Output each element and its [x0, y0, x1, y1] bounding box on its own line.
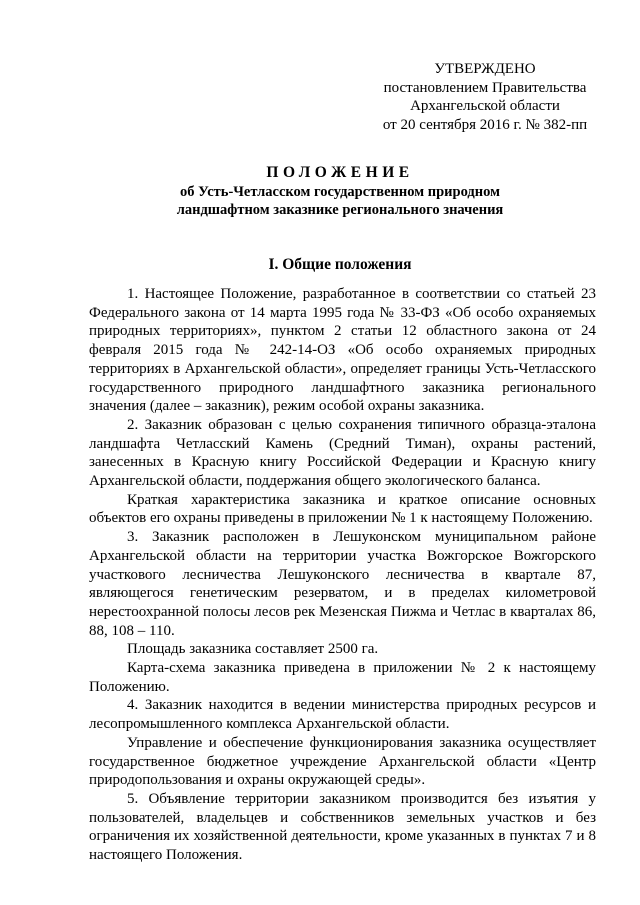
document-title: ПОЛОЖЕНИЕ	[266, 164, 414, 181]
section-heading: I. Общие положения	[268, 256, 412, 273]
document-subtitle-line-2: ландшафтном заказнике регионального значения	[176, 202, 504, 218]
paragraph: 3. Заказник расположен в Лешуконском муниципальном районе Архангельской области на территории участка Вожгорское Вожгорского участкового лесничества Лешуконского лесничества в квартале 87, являющегося генетическим резерватом, и в пределах километровой нерестоохранной полосы лесов рек Мезенская Пижма и Четлас в кварталах 86, 88, 108 – 110.	[89, 529, 596, 639]
approval-stamp	[365, 60, 605, 134]
document-title-block	[89, 163, 591, 219]
approval-line-region: Архангельской области	[410, 98, 560, 114]
document-subtitle-line-1: об Усть-Четласском государственном природном	[180, 184, 500, 200]
paragraph: Площадь заказника составляет 2500 га.	[127, 641, 379, 658]
paragraph: 5. Объявление территории заказником производится без изъятия у пользователей, владельцев и собственников земельных участков и без ограничения их хозяйственной деятельности, кроме указанных в пунктах 7 и 8 настоящего Положения.	[89, 790, 596, 864]
approval-line-approved: УТВЕРЖДЕНО	[434, 61, 536, 77]
approval-line-date-number: от 20 сентября 2016 г. № 382-пп	[382, 116, 588, 133]
paragraph: Управление и обеспечение функционирования заказника осуществляет государственное бюджетное учреждение Архангельской области «Центр природопользования и охраны окружающей среды».	[89, 734, 596, 789]
paragraph: 1. Настоящее Положение, разработанное в соответствии со статьей 23 Федерального закона от 14 марта 1995 года № 33-ФЗ «Об особо охраняемых природных территориях», пунктом 2 статьи 12 областного закона от 24 февраля 2015 года № 242-14-ОЗ «Об особо охраняемых природных территориях в Архангельской области», определяет границы Усть-Четласского государственного природного ландшафтного заказника регионального значения (далее – заказник), режим особой охраны заказника.	[89, 286, 596, 415]
approval-line-issuer: постановлением Правительства	[383, 79, 587, 96]
document-body	[89, 285, 596, 865]
paragraph: 4. Заказник находится в ведении министерства природных ресурсов и лесопромышленного комплекса Архангельской области.	[89, 697, 596, 733]
paragraph: Краткая характеристика заказника и краткое описание основных объектов его охраны приведены в приложении № 1 к настоящему Положению.	[89, 491, 596, 527]
paragraph: 2. Заказник образован с целью сохранения типичного образца-эталона ландшафта Четласский Камень (Средний Тиман), охраны растений, занесенных в Красную книгу Российской Федерации и Красную книгу Архангельской области, поддержания общего экологического баланса.	[89, 416, 596, 490]
paragraph: Карта-схема заказника приведена в приложении № 2 к настоящему Положению.	[89, 660, 596, 695]
